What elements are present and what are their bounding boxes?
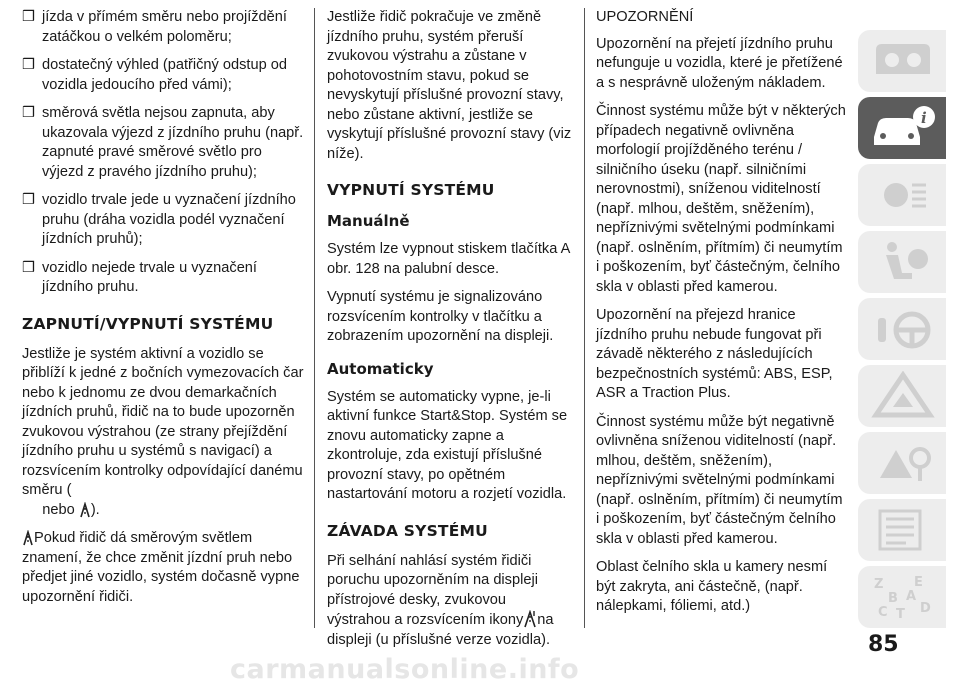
- checkbox-bullet-icon: ❒: [22, 259, 36, 276]
- lights-icon: [868, 170, 938, 220]
- index-letter: D: [920, 601, 931, 616]
- paragraph: Upozornění na přejetí jízdního pruhu nefunguje u vozidla, které je přetížené a s nesprávně uloženým nákladem.: [596, 35, 843, 91]
- page-number: 85: [868, 632, 899, 657]
- bullet-item: ❒ vozidlo trvale jede u vyznačení jízdního pruhu (dráha vozidla podél vyznačení jízdních pruhů);: [22, 192, 296, 247]
- data-list-icon: [868, 505, 938, 555]
- warning-triangle-icon: [868, 371, 938, 421]
- column-3: [596, 8, 846, 626]
- chapter-tab[interactable]: [858, 164, 946, 226]
- chapter-tab[interactable]: [858, 30, 946, 92]
- paragraph: Činnost systému může být negativně ovlivněna sníženou viditelností (např. mlhou, deštěm, sněžením), nepříznivými světelnými podmínkami (např. oslněním, přítmím) či neumytím i poškozením, byť částečným čelního skla v oblasti před kamerou.: [596, 413, 843, 547]
- chapter-tab-active[interactable]: [858, 97, 946, 159]
- section-heading-off: VYPNUTÍ SYSTÉMU: [327, 181, 495, 199]
- checkbox-bullet-icon: ❒: [22, 105, 36, 121]
- column-divider: [314, 8, 315, 628]
- car-dashboard-icon: [868, 36, 938, 86]
- chapter-tab[interactable]: [858, 432, 946, 494]
- chapter-tabs: [858, 30, 946, 633]
- chapter-tab[interactable]: [858, 365, 946, 427]
- checkbox-bullet-icon: ❒: [22, 57, 36, 73]
- subheading-automatic: Automaticky: [327, 359, 434, 378]
- seat-airbag-icon: [868, 237, 938, 287]
- index-letter: T: [896, 607, 905, 622]
- checkbox-bullet-icon: ❒: [22, 9, 36, 25]
- bullet-item: ❒ dostatečný výhled (patřičný odstup od vozidla jedoucího před vámi);: [22, 57, 287, 93]
- bullet-item: ❒ směrová světla nejsou zapnuta, aby ukazovala výjezd z jízdního pruhu (např. zapnuté pravé směrové světlo pro výjezd z pravého jízdního pruhu);: [22, 105, 304, 180]
- section-heading-on-off: ZAPNUTÍ/VYPNUTÍ SYSTÉMU: [22, 314, 274, 333]
- paragraph: Vypnutí systému je signalizováno rozsvícením kontrolky v tlačítku a zobrazením upozornění na displeji.: [327, 289, 554, 344]
- chapter-tab[interactable]: [858, 231, 946, 293]
- paragraph: Systém se automaticky vypne, je-li aktivní funkce Start&Stop. Systém se znovu automaticky zapne a zkontroluje, zda existují příslušné provozní stavy, po opětném nastartování motoru a rozjetí vozidla.: [327, 388, 568, 502]
- checkbox-bullet-icon: ❒: [22, 192, 36, 208]
- steering-wheel-icon: [868, 304, 938, 354]
- lane-departure-icon: [79, 502, 91, 518]
- chapter-tab[interactable]: [858, 499, 946, 561]
- chapter-tab[interactable]: [858, 298, 946, 360]
- subheading-manual: Manuálně: [327, 212, 410, 230]
- index-letter: B: [888, 591, 898, 606]
- paragraph: Pokud řidič dá směrovým světlem znamení, že chce změnit jízdní pruh nebo předjet jiné vozidlo, systém dočasně vypne upozornění řidiči.: [22, 530, 300, 605]
- section-heading-fault: ZÁVADA SYSTÉMU: [327, 521, 488, 540]
- car-info-icon: [868, 103, 938, 153]
- index-letters-icon: [868, 572, 938, 622]
- bullet-item: ❒ jízda v přímém směru nebo projíždění zatáčkou o velkém poloměru;: [22, 9, 287, 45]
- svg-text:i: i: [921, 109, 927, 127]
- lane-departure-fault-icon: [523, 610, 537, 628]
- paragraph: Jestliže je systém aktivní a vozidlo se přiblíží k jedné z bočních vymezovacích čar nebo k jednomu ze dvou demarkačních jízdních pruhů, řidič na to bude upozorněn zvukovou výstrahou (ze strany přejíždění jízdního pruhu u systémů s navigací) a rozsvícením kontrolky odpovídající danému směru ( nebo ).: [22, 345, 304, 518]
- warning-title: UPOZORNĚNÍ: [596, 9, 694, 25]
- paragraph: Oblast čelního skla u kamery nesmí být zakryta, ani částečně, (např. nálepkami, fóliemi, atd.): [596, 559, 828, 614]
- maintenance-icon: [868, 438, 938, 488]
- column-2: [327, 8, 572, 659]
- paragraph: Upozornění na přejezd hranice jízdního pruhu nebude fungovat při závadě některého z následujících bezpečnostních systémů: ABS, ESP, ASR a Traction Plus.: [596, 307, 833, 401]
- index-letter: A: [906, 589, 917, 604]
- chapter-tab[interactable]: [858, 566, 946, 628]
- lane-departure-icon: [22, 530, 34, 546]
- index-letter: C: [878, 605, 888, 620]
- index-letter: Z: [874, 577, 884, 592]
- footer-watermark: carmanualsonline.info: [230, 654, 580, 685]
- paragraph: Jestliže řidič pokračuje ve změně jízdního pruhu, systém přeruší zvukovou výstrahu a zůstane v pohotovostním stavu, pokud se nevyskytují příslušné provozní stavy, nebo zůstane aktivní, jestliže se vyskytují příslušné provozní stavy (viz níže).: [327, 9, 572, 162]
- column-divider: [584, 8, 585, 628]
- paragraph: Činnost systému může být v některých případech negativně ovlivněna morfologií projížděného terénu / silničního úseku (např. silničními nerovnostmi), sníženou viditelností (např. mlhou, deštěm, sněžením), nepříznivými světelnými podmínkami (např. oslněním, přítmím) či neumytím i poškozením, byť částečným, čelního skla v oblasti před kamerou.: [596, 103, 846, 295]
- index-letter: E: [914, 575, 923, 590]
- paragraph: Při selhání nahlásí systém řidiči poruchu upozorněním na displeji přístrojové desky, zvukovou výstrahou a rozsvícením ikony na displeji (u příslušné verze vozidla).: [327, 552, 554, 648]
- column-1: [22, 8, 304, 616]
- paragraph: Systém lze vypnout stiskem tlačítka A obr. 128 na palubní desce.: [327, 241, 570, 277]
- bullet-item: ❒ vozidlo nejede trvale u vyznačení jízdního pruhu.: [22, 259, 257, 295]
